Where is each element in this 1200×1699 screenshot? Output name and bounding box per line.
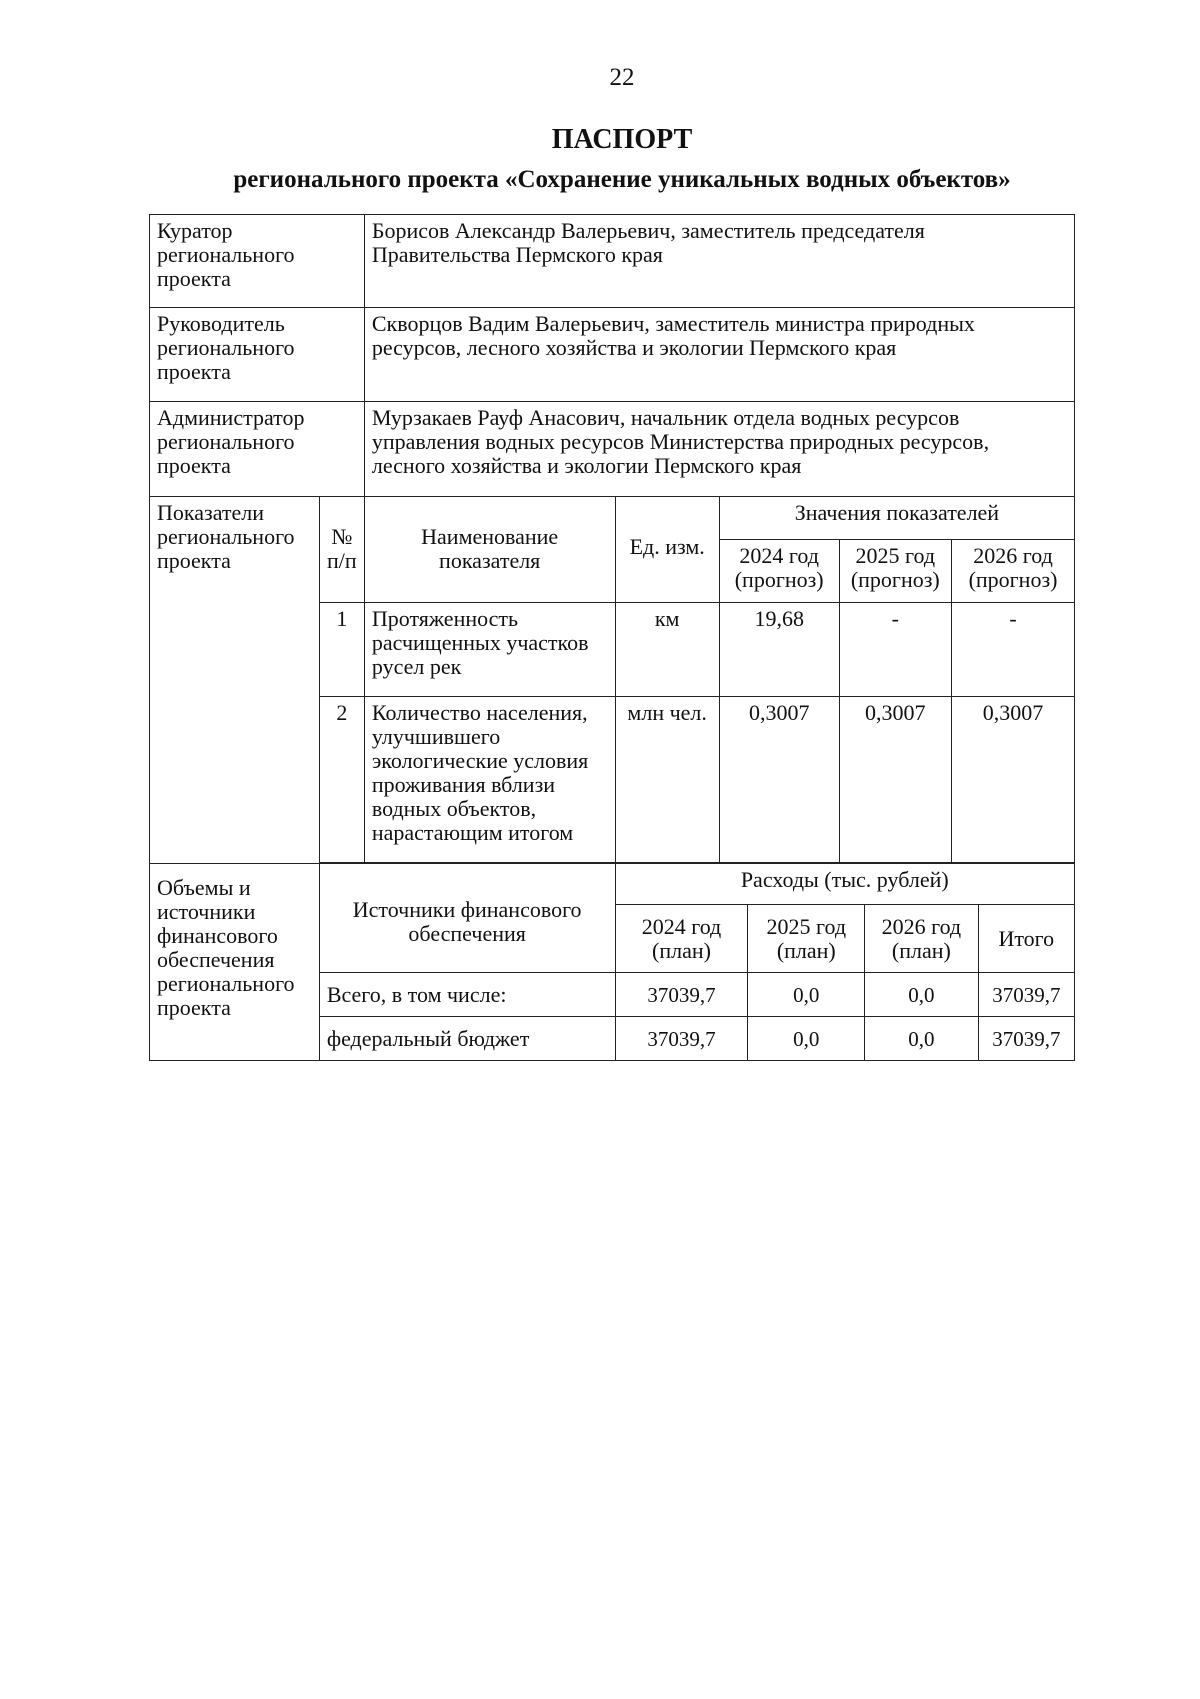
indicator-year-2025: 2025 год (прогноз) bbox=[839, 540, 952, 603]
indicator-unit: км bbox=[615, 603, 719, 697]
indicators-col-name: Наименование показателя bbox=[364, 497, 615, 603]
indicator-value-2025: - bbox=[839, 603, 952, 697]
head-label: Руководитель регионального проекта bbox=[150, 308, 365, 402]
indicators-values-header: Значения показателей bbox=[719, 497, 1074, 540]
indicators-col-num: № п/п bbox=[319, 497, 364, 603]
head-row bbox=[150, 308, 1075, 402]
indicator-value-2024: 0,3007 bbox=[719, 697, 839, 863]
indicator-value-2024: 19,68 bbox=[719, 603, 839, 697]
administrator-value: Мурзакаев Рауф Анасович, начальник отдела водных ресурсов управления водных ресурсов Министерства природных ресурсов, лесного хозяйства и экологии Пермского края bbox=[364, 402, 1074, 497]
curator-label: Куратор регионального проекта bbox=[150, 215, 365, 308]
indicator-value-2026: - bbox=[952, 603, 1075, 697]
finance-year-2024: 2024 год (план) bbox=[615, 905, 748, 973]
finance-label: Объемы и источники финансового обеспечения регионального проекта bbox=[150, 864, 320, 1061]
finance-sources-header: Источники финансового обеспечения bbox=[319, 864, 615, 973]
finance-total: 37039,7 bbox=[978, 1017, 1074, 1061]
finance-value-2026: 0,0 bbox=[865, 1017, 979, 1061]
indicators-label: Показатели регионального проекта bbox=[150, 497, 320, 864]
indicator-num: 2 bbox=[319, 697, 364, 863]
finance-year-2026: 2026 год (план) bbox=[865, 905, 979, 973]
finance-source: федеральный бюджет bbox=[319, 1017, 615, 1061]
administrator-row bbox=[150, 402, 1075, 497]
document-subtitle: регионального проекта «Сохранение уникальных водных объектов» bbox=[233, 166, 1011, 193]
curator-row bbox=[150, 215, 1075, 308]
indicator-value-2025: 0,3007 bbox=[839, 697, 952, 863]
indicator-name: Протяженность расчищенных участков русел рек bbox=[364, 603, 615, 697]
indicator-year-2024: 2024 год (прогноз) bbox=[719, 540, 839, 603]
indicators-col-unit: Ед. изм. bbox=[615, 497, 719, 603]
finance-header-row bbox=[150, 864, 1075, 905]
administrator-label: Администратор регионального проекта bbox=[150, 402, 365, 497]
finance-value-2025: 0,0 bbox=[748, 1017, 865, 1061]
curator-value: Борисов Александр Валерьевич, заместитель председателя Правительства Пермского края bbox=[364, 215, 1074, 308]
finance-year-2025: 2025 год (план) bbox=[748, 905, 865, 973]
finance-source: Всего, в том числе: bbox=[319, 973, 615, 1017]
finance-total: 37039,7 bbox=[978, 973, 1074, 1017]
document-title: ПАСПОРТ bbox=[551, 124, 693, 155]
indicators-header-row bbox=[150, 497, 1075, 540]
indicator-year-2026: 2026 год (прогноз) bbox=[952, 540, 1075, 603]
finance-value-2026: 0,0 bbox=[865, 973, 979, 1017]
indicator-value-2026: 0,3007 bbox=[952, 697, 1075, 863]
head-value: Скворцов Вадим Валерьевич, заместитель министра природных ресурсов, лесного хозяйства и экологии Пермского края bbox=[364, 308, 1074, 402]
finance-value-2025: 0,0 bbox=[748, 973, 865, 1017]
passport-table bbox=[149, 214, 1075, 1061]
finance-total-header: Итого bbox=[978, 905, 1074, 973]
finance-value-2024: 37039,7 bbox=[615, 1017, 748, 1061]
indicator-name: Количество населения, улучшившего экологические условия проживания вблизи водных объектов, нарастающим итогом bbox=[364, 697, 615, 863]
finance-expenses-header: Расходы (тыс. рублей) bbox=[615, 864, 1075, 905]
page-number: 22 bbox=[609, 64, 635, 91]
finance-value-2024: 37039,7 bbox=[615, 973, 748, 1017]
indicator-unit: млн чел. bbox=[615, 697, 719, 863]
indicator-num: 1 bbox=[319, 603, 364, 697]
